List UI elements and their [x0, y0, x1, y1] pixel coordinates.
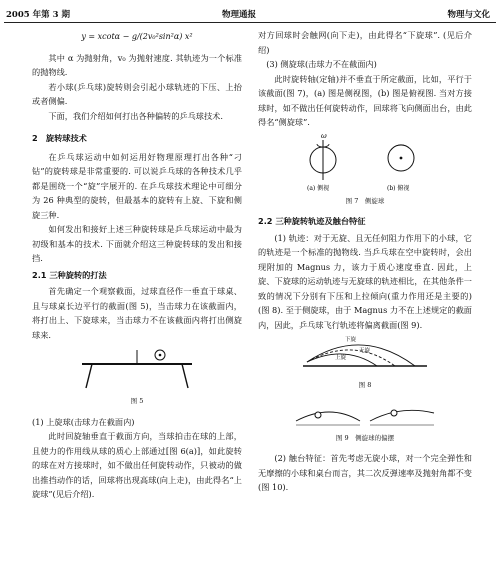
figure-7a-label: (a) 侧视 — [307, 184, 330, 192]
paragraph: 其中 α 为抛射角，v₀ 为抛射速度. 其轨迹为一个标准的抛物线. — [32, 52, 242, 77]
paragraph: (1) 轨迹：对于无旋、且无任何阻力作用下的小球，它的轨迹是一个标准的抛物线. 当乒乓球在空中旋转时，会出现附加的 Magnus 力，该力于质心速度垂直. 因此，上旋、下旋球的运动轨迹与无旋球的轨迹相比，在其他条件一致的情况下分别有下压和上拉倾向(重力作用还是主要的)(图 8). 至于侧旋球，由于 Magnus 力不在上述规定的截面内，因此，乒乓球飞行轨迹将偏离截面(图 9). — [258, 232, 472, 330]
paragraph: 此时旋转轴(定轴)并不垂直于所定截面，比如，平行于该截面(图 7)，(a) 图是侧视图，(b) 图是俯视图. 当对方接球时，如不做出任何旋转动作，回球将飞向侧面出台，由此得名“侧旋球”. — [258, 73, 472, 127]
running-header — [0, 8, 500, 22]
figure-9-caption: 图 9 侧旋球的偏摆 — [335, 433, 395, 442]
figure-5-caption: 图 5 — [130, 397, 144, 405]
figure-9-sidespin-deviation — [290, 399, 440, 429]
omega-label: ω — [321, 131, 327, 140]
left-column — [32, 28, 242, 502]
paragraph: (2) 触台特征：首先考虑无旋小球，对一个完全弹性和无摩擦的小球和桌台而言，其二次反弹速率及抛射角都不变(图 10). — [258, 453, 472, 492]
header-journal: 物理通报 — [222, 10, 257, 20]
paragraph: 对方回球时会触网(向下走)，由此得名“下旋球”. (见后介绍) — [258, 30, 472, 55]
fig8-label-topspin: 上旋 — [335, 355, 347, 361]
paragraph: 在乒乓球运动中如何运用好物理原理打出各种“刁钻”的旋转球是非常重要的. 可以说乒乓球的各种技术几乎都是围绕一个“旋”字展开的. 在乒乓球技术理论中可细分为 26 种典型的旋转，但最基本的旋转有上旋、下旋和侧旋三种. — [32, 151, 242, 220]
paragraph: 下面，我们介绍如何打出各种偏转的乒乓球技术. — [48, 110, 223, 121]
figure-8-caption: 图 8 — [358, 381, 372, 389]
fig8-label-nospin: 无旋 — [359, 348, 371, 354]
header-rule — [4, 22, 496, 23]
right-column — [258, 28, 472, 495]
figure-8-trajectories — [295, 332, 435, 376]
figure-5-table — [72, 342, 202, 392]
figure-7b-label: (b) 俯视 — [387, 184, 410, 192]
fig8-label-backspin: 下旋 — [345, 337, 357, 343]
trajectory-formula: y = xcotα − g/(2v₀²sin²α) x² — [81, 32, 193, 41]
list-item: (1) 上旋球(击球力在截面内) — [32, 416, 135, 427]
paragraph: 首先确定一个观察截面，过球直径作一垂直于球桌、且与球桌长边平行的截面(图 5)，当击球力在该截面内，将打出上、下旋球来，当击球力不在该截面内将打出侧旋球来. — [32, 286, 242, 340]
subsection-heading: 2.1 三种旋转的打法 — [32, 269, 107, 280]
paragraph: 此时回旋轴垂直于截面方向，当球拍击在球的上部，且使力的作用线从球的质心上部通过[图 6(a)]，如此旋转的球在对方接球时，如不做出任何旋转动作，只被动的做出推挡动作的话，回球将出现高球(向上走)，由此得名“上旋球”(见后介绍). — [32, 431, 242, 499]
list-item: (3) 侧旋球(击球力不在截面内) — [266, 59, 377, 69]
section-heading: 2 旋转球技术 — [32, 133, 87, 143]
figure-7-sidespin — [285, 130, 445, 192]
paragraph: 若小球(乒乓球)旋转则会引起小球轨迹的下压、上抬或者侧偏. — [32, 81, 242, 106]
paragraph: 如何发出和接好上述三种旋转球是乒乓球运动中最为初级和基本的技术. 下面就介绍这三种旋转球的发出和接挡. — [32, 224, 242, 263]
figure-7-caption: 图 7 侧旋球 — [345, 196, 385, 205]
subsection-heading: 2.2 三种旋转轨迹及触台特征 — [258, 216, 366, 226]
header-section: 物理与文化 — [447, 10, 490, 20]
header-issue: 2005 年第 3 期 — [6, 10, 70, 20]
